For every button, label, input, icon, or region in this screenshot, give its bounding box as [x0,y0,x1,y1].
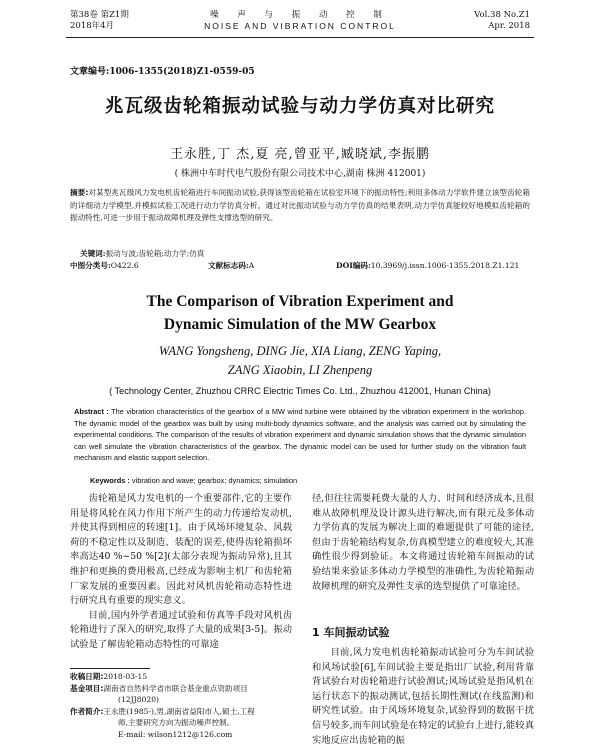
authors-en [0,342,600,380]
author-text: 王永胜(1985-),男,湖南省益阳市人,硕士,工程 [103,706,255,716]
header-journal-cn: 噪 声 与 振 动 控 制 [210,10,390,20]
received-date: 2018-03-15 [103,672,148,681]
keywords-en-text: vibration and wave; gearbox; dynamics; simulation [131,476,298,485]
affiliation-en: ( Technology Center, Zhuzhou CRRC Electric Times Co. Ltd., Zhuzhou 412001, Hunan China) [109,386,491,396]
footnote-fund [70,683,302,695]
body-paragraph: 齿轮箱是风力发电机的一个重要部件,它的主要作用是将风轮在风力作用下所产生的动力传递给发动机,并使其得到相应的转速[1]。由于风场环境复杂、风载荷的不稳定性以及制造、装配的误差,使得齿轮箱损坏率高达40 %~50 %[2](太部分表现为振动异常),且其维护和更换的费用极高,已经成为影响主机厂和齿轮箱厂家发展的重要因素。因此对风机齿轮箱动态特性进行研究具有重要的现实意义。 [70,493,292,607]
abstract-en-text: The vibration characteristics of the gearbox of a MW wind turbine were obtained by the vibration experiment in the workshop. The dynamic model of the gearbox was built by using multi-body dynamics software, and the analysis was carried out by simulating the experimental conditions. The comparison of the results of vibration experiment and dynamic simulation shows that the dynamic simulation can well simulate the vibration characteristics of the gearbox. The dynamic model can be used for further study on the vibration fault mechanism and elastic support selection. [74,407,527,463]
header-date-cn: 2018年4月 [70,21,115,31]
fund-number: (12JJ8020) [118,695,160,705]
header-journal-en: NOISE AND VIBRATION CONTROL [204,21,396,31]
abstract-en-label: Abstract : [74,407,109,416]
keywords-en [90,476,297,485]
header-volume-en: Vol.38 No.Z1 [474,10,530,20]
author-text-2: 师,主要研究方向为振动噪声控制。 [118,718,235,728]
clc-label: 中图分类号: [70,261,111,270]
title-en-line1: The Comparison of Vibration Experiment and [146,293,454,310]
affiliation-cn: ( 株洲中车时代电气股份有限公司技术中心,湖南 株洲 412001) [174,169,426,179]
doc-label: 文献标志码: [208,261,249,270]
abstract-cn-text: 对某型兆瓦级风力发电机齿轮箱进行车间振动试验,获得该型齿轮箱在试验室环境下的振动特性;利用多体动力学软件建立该型齿轮箱的详细动力学模型,并模拟试验工况进行动力学仿真分析。通过对比振动试验与动力学仿真的结果表明,动力学仿真能较好地模拟齿轮箱的振动特性,可进一步用于振动故障机理及弹性支撑选型的研究。 [70,188,530,222]
header-date-en: Apr. 2018 [488,21,530,31]
doi-label: DOI编码: [336,261,371,270]
body-paragraph: 目前,国内外学者通过试验和仿真等手段对风机齿轮箱进行了深入的研究,取得了大量的成果[3-5]。振动试验是了解齿轮箱动态特性的可靠途 [70,609,292,650]
footnote-rule [70,668,150,669]
body-paragraph: 目前,风力发电机齿轮箱振动试验可分为车间试验和风场试验[6],车间试验主要是指出厂试验,利用背靠背试验台对齿轮箱进行试验测试;风场试验是指风机在运行状态下的振动测试,包括长期性测试(在线监测)和研究性试验。由于风场环境复杂,试验得到的数据干扰信号较多,而车间试验是在特定的试验台上进行,能较真实地反应出齿轮箱的振 [312,647,534,746]
footnotes [70,671,302,741]
article-number: 文章编号:1006-1355(2018)Z1-0559-05 [70,67,255,77]
body-right-column-2 [312,646,534,748]
clc-code [70,260,139,271]
keywords-cn-label: 关键词: [80,249,106,258]
title-en-line2: Dynamic Simulation of the MW Gearbox [163,316,437,333]
keywords-cn-text: 振动与波;齿轮箱;动力学;仿真 [105,249,205,258]
keywords-en-label: Keywords : [90,476,130,485]
footnote-received [70,671,302,683]
doi [336,260,519,271]
author-email[interactable]: E-mail: wilson1212@126.com [118,729,233,739]
abstract-cn-label: 摘要: [70,188,89,197]
abstract-cn [70,187,530,225]
body-paragraph: 径,但往往需要耗费大量的人力、时间和经济成本,且很难从故障机理及设计源头进行解决,而有限元及多体动力学仿真的发展为解决上面的难题提供了可能的途径,但由于齿轮箱结构复杂,仿真模型建立的难度较大,其准确性很少得到验证。本文将通过齿轮箱车间振动的试验结果来验证多体动力学模型的准确性,为齿轮箱振动故障机理的研究及弹性支承的选型提供了可靠途径。 [312,493,534,592]
doi-value: 10.3969/j.issn.1006-1355.2018.Z1.121 [370,261,520,270]
body-right-column [312,492,534,594]
header-issue-en [474,10,530,32]
authors-en-line2: ZANG Xiaobin, LI Zhenpeng [227,363,373,377]
abstract-en [74,406,526,464]
header-volume-cn: 第38卷 第Z1期 [70,10,129,20]
fund-text: 湖南省自然科学省市联合基金重点资助项目 [103,683,248,693]
authors-cn: 王永胜,丁 杰,夏 亮,曾亚平,臧晓斌,李振鹏 [170,147,430,162]
keywords-cn [80,248,204,259]
doc-value: A [248,261,255,270]
body-left-column [70,492,292,653]
header-rule [66,37,534,38]
footnote-author [70,706,302,718]
author-label: 作者简介: [70,706,104,716]
title-cn: 兆瓦级齿轮箱振动试验与动力学仿真对比研究 [104,96,495,117]
authors-en-line1: WANG Yongsheng, DING Jie, XIA Liang, ZENG Yaping, [158,344,442,358]
title-en [0,290,600,336]
fund-label: 基金项目: [70,683,104,693]
doc-code [208,260,254,271]
header-journal [70,10,530,32]
section-heading: 1 车间振动试验 [312,626,390,639]
running-header [70,10,530,36]
received-label: 收稿日期: [70,672,104,681]
clc-value: O422.6 [110,261,139,270]
